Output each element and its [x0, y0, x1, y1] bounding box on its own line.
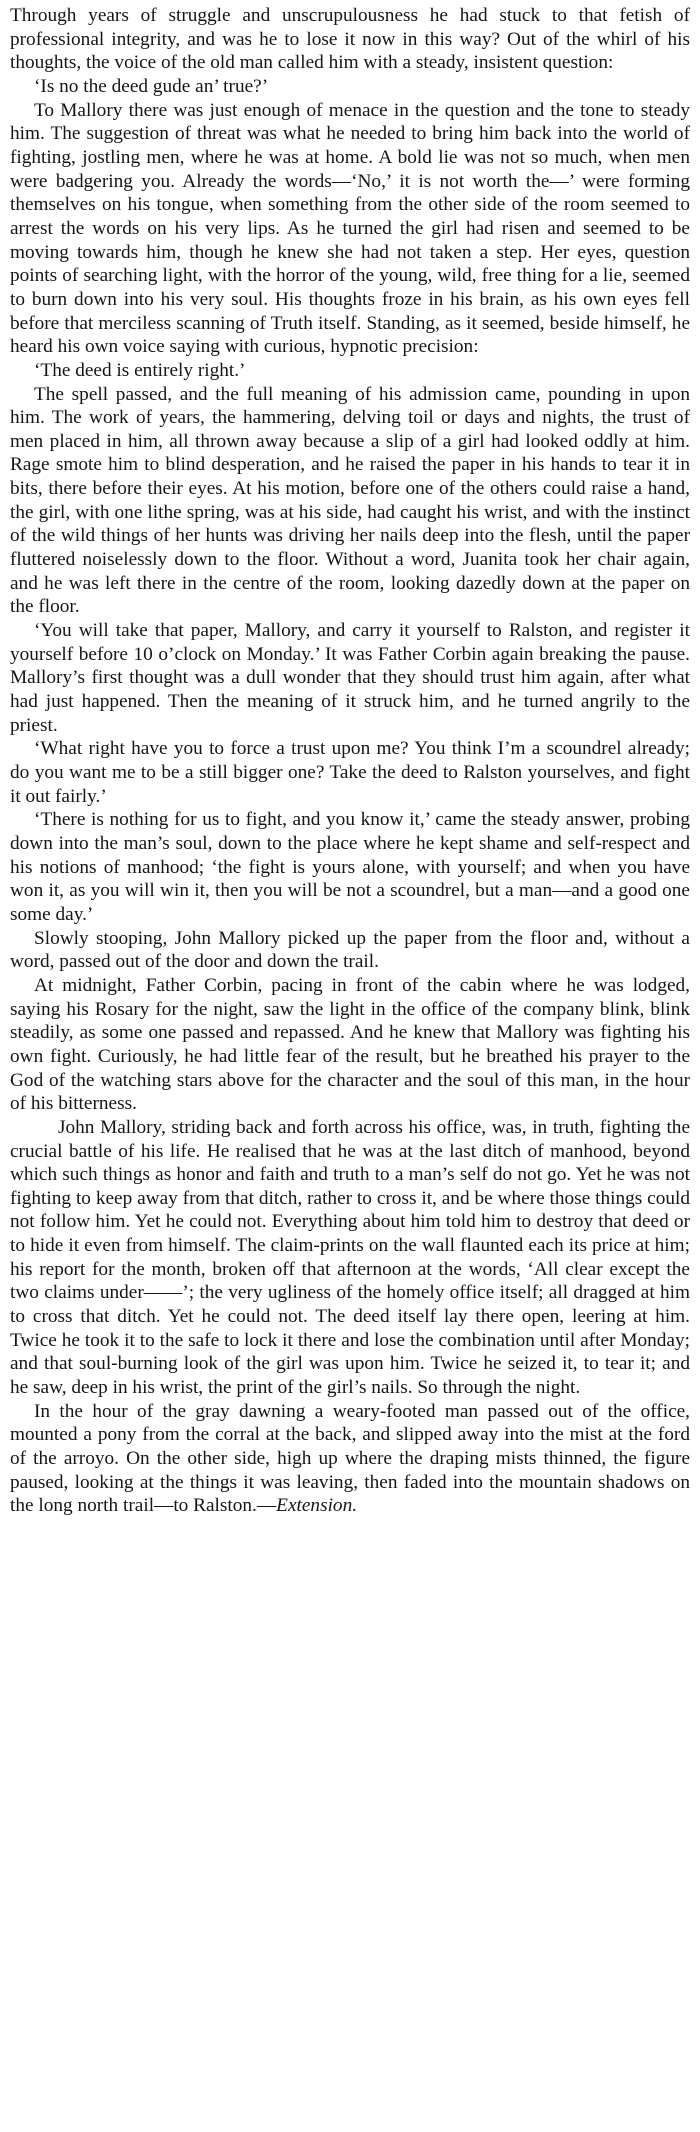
paragraph-9: Slowly stooping, John Mallory picked up the paper from the floor and, without a word, passed out of the door and down the trail. [10, 927, 690, 973]
paragraph-1: Through years of struggle and unscrupulousness he had stuck to that fetish of professional integrity, and was he to lose it now in this way? Out of the whirl of his thoughts, the voice of the old man called him with a steady, insistent question: [10, 5, 690, 74]
paragraph-10: At midnight, Father Corbin, pacing in front of the cabin where he was lodged, saying his Rosary for the night, saw the light in the office of the company blink, blink steadily, as some one passed and repassed. And he knew that Mallory was fighting his own fight. Curiously, he had little fear of the result, but he breathed his prayer to the God of the watching stars above for the character and the soul of this man, in the hour of his bitterness. [10, 974, 690, 1115]
paragraph-6: ‘You will take that paper, Mallory, and carry it yourself to Ralston, and register it yourself before 10 o’clock on Monday.’ It was Father Corbin again breaking the pause. Mallory’s first thought was a dull wonder that they should trust him again, after what had just happened. Then the meaning of it struck him, and he turned angrily to the priest. [10, 620, 690, 736]
paragraph-11: John Mallory, striding back and forth across his office, was, in truth, fighting the crucial battle of his life. He realised that he was at the last ditch of manhood, beyond which such things as honor and faith and truth to a man’s self do not go. Yet he was not fighting to keep away from that ditch, rather to cross it, and be where those things could not follow him. Yet he could not. Everything about him told him to destroy that deed or to hide it even from himself. The claim-prints on the wall flaunted each its price at him; his report for the month, broken off that afternoon at the words, ‘All clear except the two claims under——’; the very ugliness of the homely office itself; all dragged at him to cross that ditch. Yet he could not. The deed itself lay there open, leering at him. Twice he took it to the safe to lock it there and lose the combination until after Monday; and that soul-burning look of the girl was upon him. Twice he seized it, to tear it; and he saw, deep in his wrist, the print of the girl’s nails. So through the night. [10, 1116, 690, 1399]
paragraph-12-text: In the hour of the gray dawning a weary-footed man passed out of the office, mounted a pony from the corral at the back, and slipped away into the mist at the ford of the arroyo. On the other side, high up where the draping mists thinned, the figure paused, looking at the things it was leaving, then faded into the mountain shadows on the long north trail—to Ralston.— [10, 1400, 690, 1517]
paragraph-12 [10, 1400, 690, 1518]
paragraph-8: ‘There is nothing for us to fight, and you know it,’ came the steady answer, probing down into the man’s soul, down to the place where he kept shame and self-respect and his notions of manhood; ‘the fight is yours alone, with yourself; and when you have won it, as you will win it, then you will be not a scoundrel, but a man—and a good one some day.’ [10, 809, 690, 925]
paragraph-5: The spell passed, and the full meaning of his admission came, pounding in upon him. The work of years, the hammering, delving toil or days and nights, the trust of men placed in him, all thrown away because a slip of a girl had looked oddly at him. Rage smote him to blind desperation, and he raised the paper in his hands to tear it in bits, there before their eyes. At his motion, before one of the others could raise a hand, the girl, with one lithe spring, was at his side, had caught his wrist, and with the instinct of the wild things of her hunts was driving her nails deep into the flesh, until the paper fluttered noiselessly down to the floor. Without a word, Juanita took her chair again, and he was left there in the centre of the room, looking dazedly down at the paper on the floor. [10, 383, 690, 618]
paragraph-4: ‘The deed is entirely right.’ [34, 359, 246, 381]
paragraph-2: ‘Is no the deed gude an’ true?’ [34, 75, 269, 97]
source-signature: Extension. [276, 1495, 358, 1517]
paragraph-3: To Mallory there was just enough of menace in the question and the tone to steady him. The suggestion of threat was what he needed to bring him back into the world of fighting, jostling men, where he was at home. A bold lie was not so much, when men were badgering you. Already the words—‘No,’ it is not worth the—’ were forming themselves on his tongue, when something from the other side of the room seemed to arrest the words on his very lips. As he turned the girl had risen and seemed to be moving towards him, though he knew she had not taken a step. Her eyes, question points of searching light, with the horror of the young, wild, free thing for a lie, seemed to burn down into his very soul. His thoughts froze in his brain, as his own eyes fell before that merciless scanning of Truth itself. Standing, as it seemed, beside himself, he heard his own voice saying with curious, hypnotic precision: [10, 99, 690, 358]
paragraph-7: ‘What right have you to force a trust upon me? You think I’m a scoundrel already; do you want me to be a still bigger one? Take the deed to Ralston yourselves, and fight it out fairly.’ [10, 738, 690, 807]
